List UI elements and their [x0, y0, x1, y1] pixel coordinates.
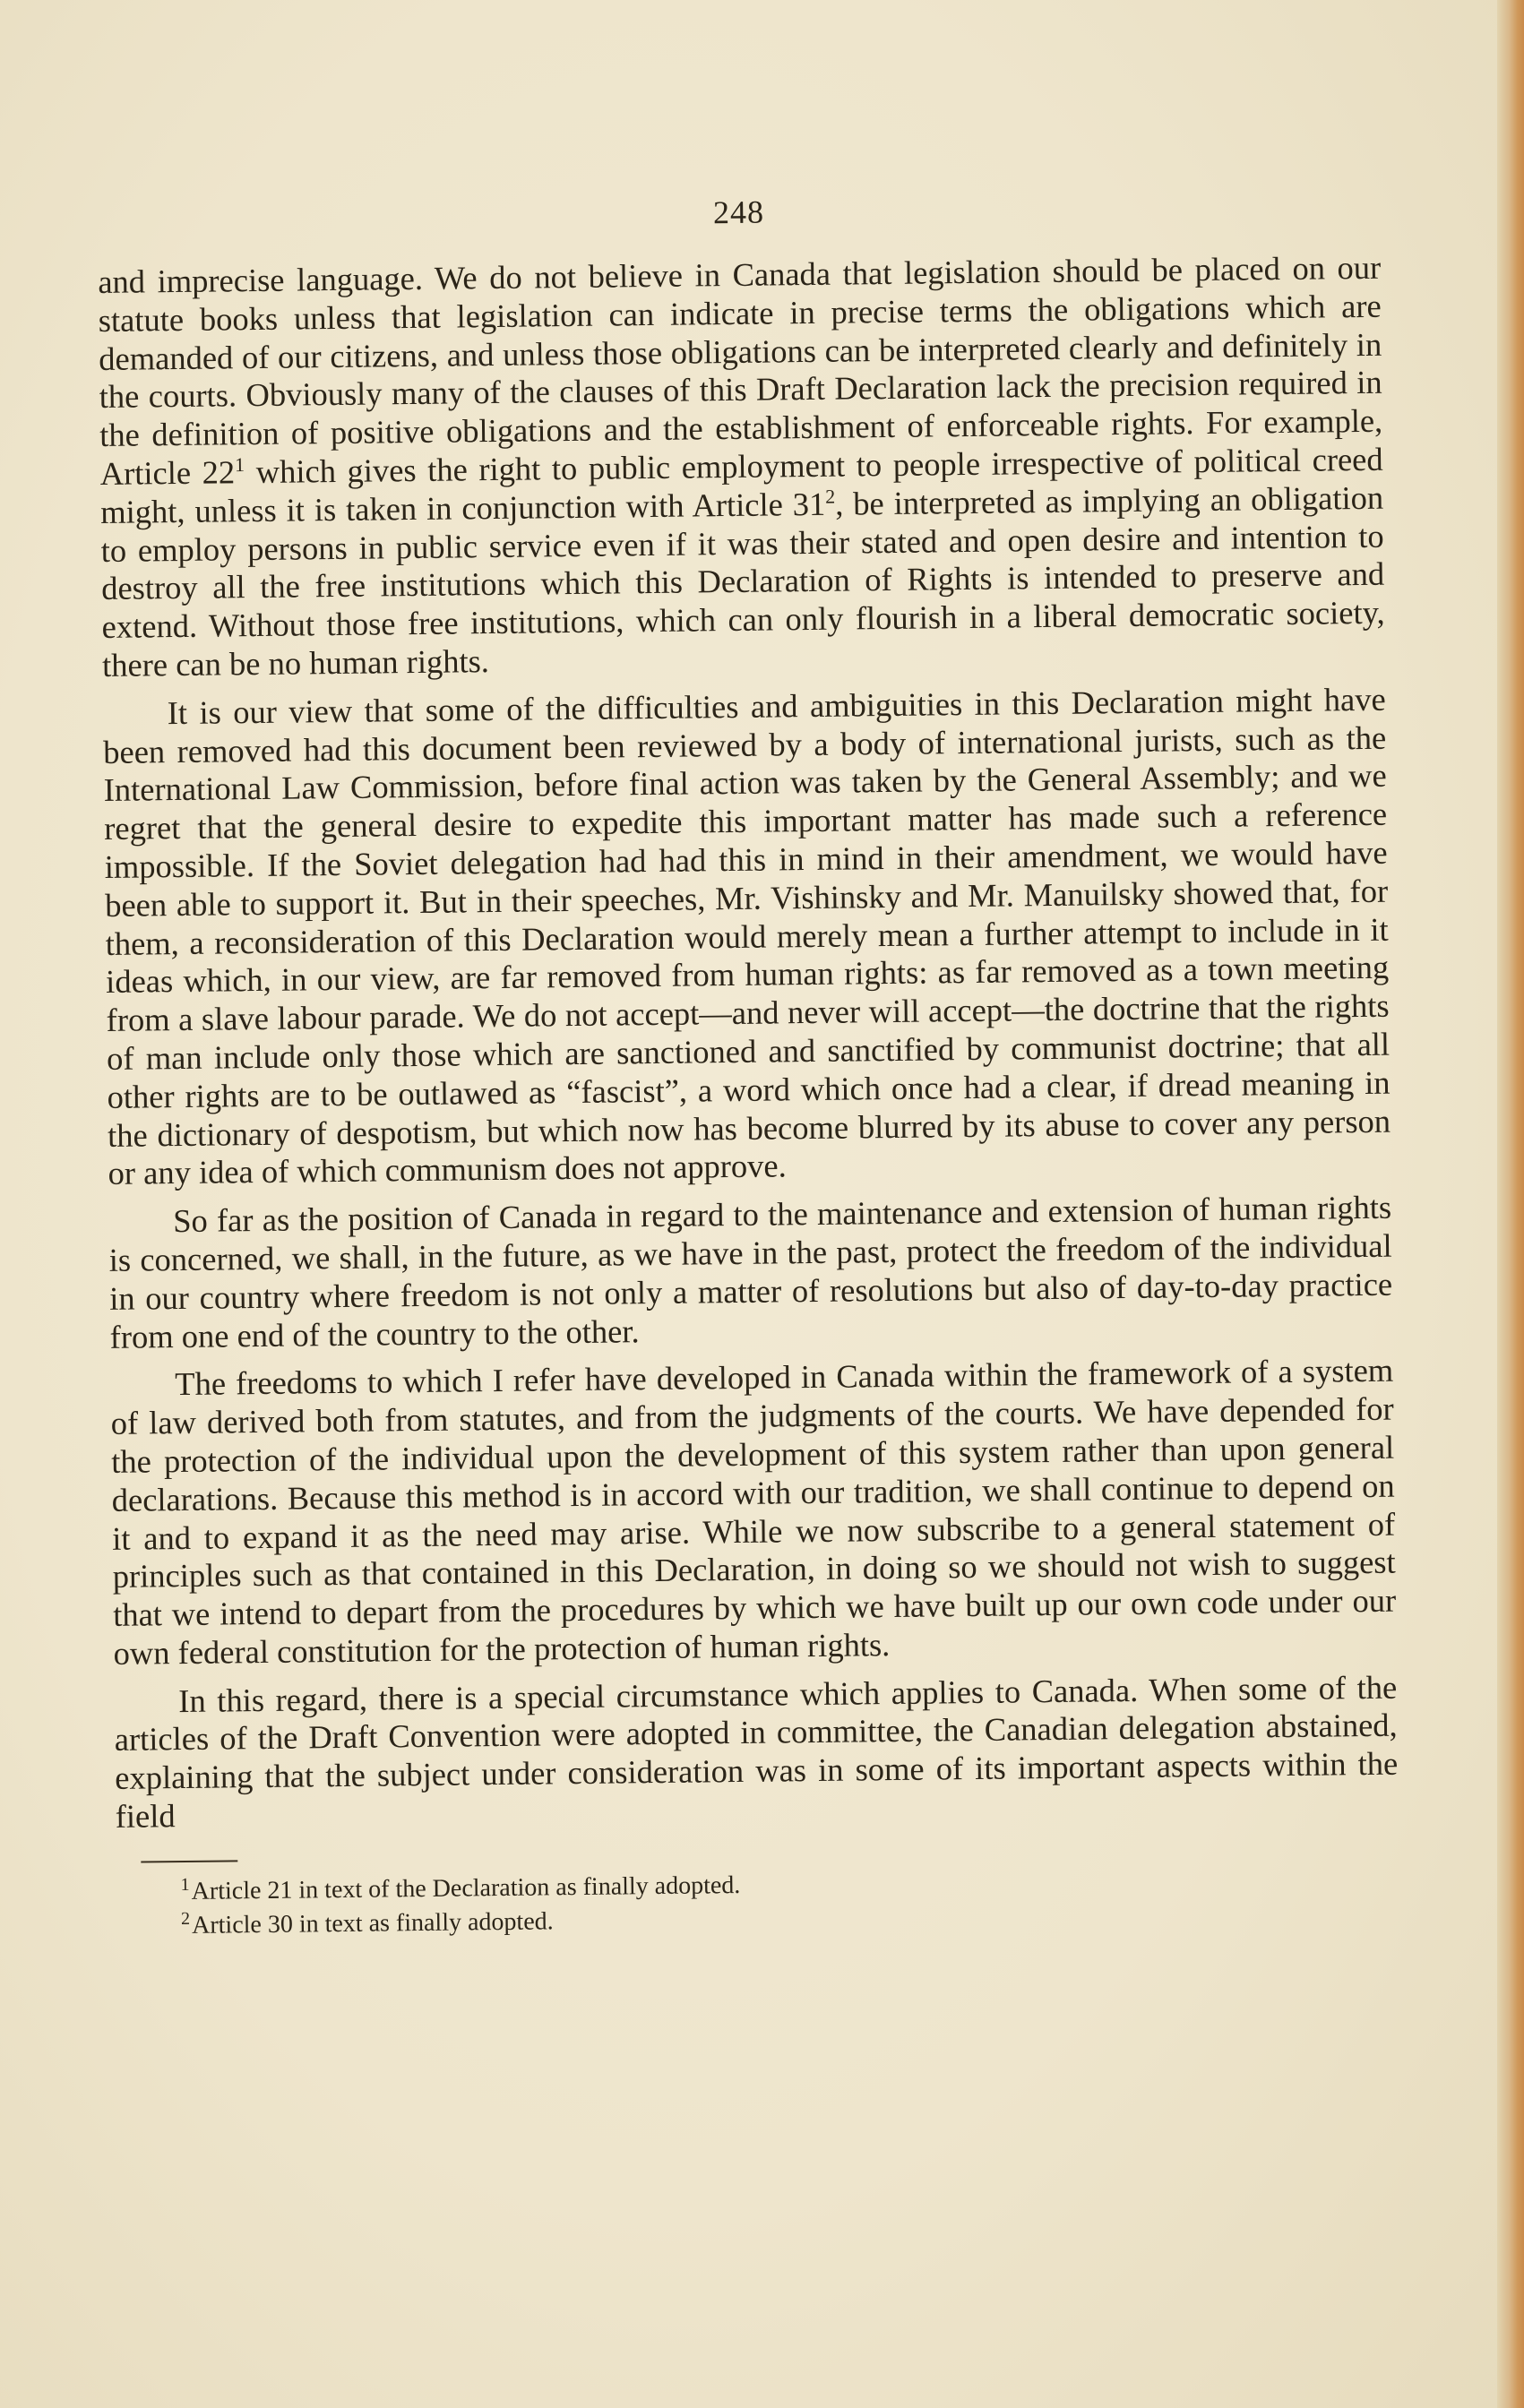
paragraph-1 — [98, 249, 1385, 685]
paragraph-1-text-b: which gives the right to public employment to people irrespective of political creed might, unless it is taken in conjunction with Article 31 — [99, 440, 1383, 530]
footnote-1-mark: 1 — [180, 1874, 190, 1895]
footnote-divider — [141, 1860, 237, 1862]
footnote-2-mark: 2 — [180, 1908, 191, 1929]
footnote-1-text: Article 21 in text of the Declaration as finally adopted. — [191, 1870, 741, 1905]
page-content — [97, 165, 1399, 1944]
paragraph-2: It is our view that some of the difficulties and ambiguities in this Declaration might have been removed had this document been reviewed by a body of international jurists, such as the International Law Commission, before final action was taken by the General Assembly; and we regret that the general desire to expedite this important matter has made such a reference impossible. If the Soviet delegation had had this in mind in their amendment, we would have been able to support it. But in their speeches, Mr. Vishinsky and Mr. Manuilsky showed that, for them, a reconsideration of this Declaration would merely mean a further attempt to include in it ideas which, in our view, are far removed from human rights: as far removed as a town meeting from a slave labour parade. We do not accept—and never will accept—the doctrine that the rights of man include only those which are sanctioned and sanctified by communist doctrine; that all other rights are to be outlawed as “fascist”, a word which once had a clear, if dread meaning in the dictionary of despotism, but which now has become blurred by its abuse to cover any person or any idea of which communism does not approve. — [103, 680, 1391, 1192]
page-number: 248 — [712, 194, 765, 231]
paragraph-5: In this regard, there is a special circumstance which applies to Canada. When some of the articles of the Draft Convention were adopted in committee, the Canadian delegation abstained, explaining that the subject under consideration was in some of its important aspects within the field — [114, 1668, 1399, 1835]
footnote-2-text: Article 30 in text as finally adopted. — [191, 1907, 554, 1939]
paragraph-1-text-a: and imprecise language. We do not believe in Canada that legislation should be placed on our statute books unless that legislation can indicate in precise terms the obligations which are demanded of our citizens, and unless those obligations can be interpreted clearly and definitely in the courts. Obviously many of the clauses of this Draft Declaration lack the precision required in the definition of positive obligations and the establishment of enforceable rights. For example, Article 22 — [98, 248, 1383, 492]
page-edge — [1497, 0, 1524, 2408]
paragraph-1-text-c: , be interpreted as implying an obligation to employ persons in public service even if it was their stated and open desire and intention to destroy all the free institutions which this Declaration of Rights is intended to preserve and extend. Without those free institutions, which can only flourish in a liberal democratic society, there can be no human rights. — [100, 478, 1385, 684]
footnote-ref-1: 1 — [234, 452, 245, 477]
paragraph-4: The freedoms to which I refer have developed in Canada within the framework of a system of law derived both from statutes, and from the judgments of the courts. We have depended for the protection of the individual upon the development of this system rather than upon general declarations. Because this method is in accord with our tradition, we shall continue to depend on it and to expand it as the need may arise. While we now subscribe to a general statement of principles such as that contained in this Declaration, in doing so we should not wish to suggest that we intend to depart from the procedures by which we have built up our own code under our own federal constitution for the protection of human rights. — [110, 1351, 1397, 1672]
footnote-ref-2: 2 — [824, 485, 836, 508]
paragraph-3: So far as the position of Canada in regard to the maintenance and extension of human rights is concerned, we shall, in the future, as we have in the past, protect the freedom of the individual in our country where freedom is not only a matter of resolutions but also of day-to-day practice from one end of the country to the other. — [108, 1188, 1393, 1355]
